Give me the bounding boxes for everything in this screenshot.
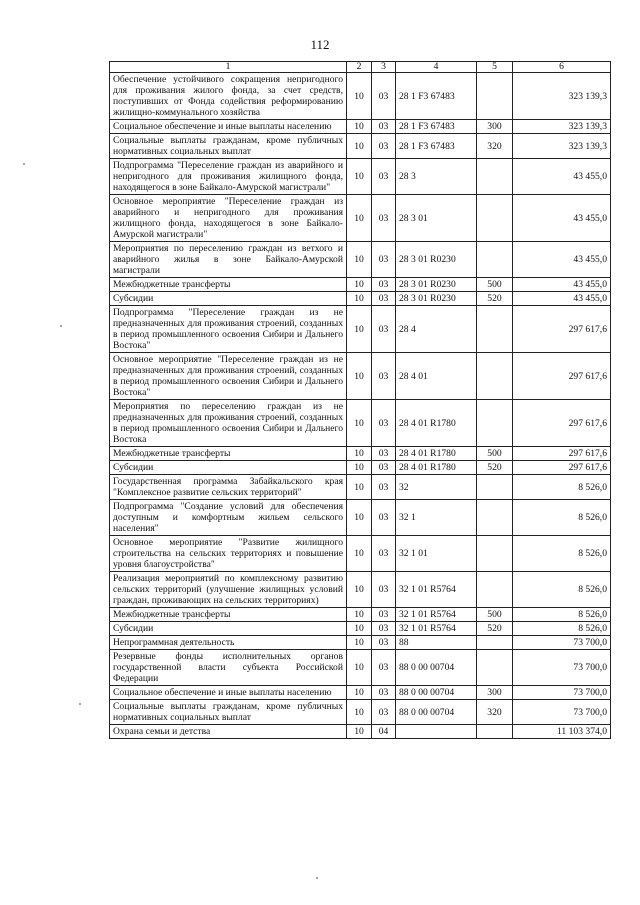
row-name-cell: Межбюджетные трансферты xyxy=(110,608,347,622)
row-target-article-cell: 28 3 01 R0230 xyxy=(396,278,477,292)
row-subsection-cell: 03 xyxy=(372,195,396,242)
table-header-row xyxy=(110,62,611,73)
row-subsection-cell: 03 xyxy=(372,292,396,306)
row-subsection-cell: 03 xyxy=(372,120,396,134)
row-target-article-cell: 28 1 F3 67483 xyxy=(396,73,477,120)
table-row xyxy=(110,120,611,134)
row-section-cell: 10 xyxy=(347,622,372,636)
row-amount-cell: 297 617,6 xyxy=(513,461,611,475)
row-subsection-cell: 03 xyxy=(372,447,396,461)
table-row xyxy=(110,278,611,292)
row-amount-cell: 8 526,0 xyxy=(513,536,611,572)
row-target-article-cell: 32 1 01 R5764 xyxy=(396,622,477,636)
row-target-article-cell: 28 1 F3 67483 xyxy=(396,120,477,134)
header-cell: 3 xyxy=(372,62,396,73)
row-target-article-cell: 28 4 01 R1780 xyxy=(396,447,477,461)
row-name-cell: Межбюджетные трансферты xyxy=(110,447,347,461)
row-subsection-cell: 03 xyxy=(372,650,396,686)
row-section-cell: 10 xyxy=(347,636,372,650)
row-name-cell: Основное мероприятие "Переселение граждан из не предназначенных для проживания строений, созданных в период промышленного освоения Сибири и Дальнего Востока" xyxy=(110,353,347,400)
table-row xyxy=(110,650,611,686)
row-section-cell: 10 xyxy=(347,572,372,608)
table-row xyxy=(110,159,611,195)
row-name-cell: Охрана семьи и детства xyxy=(110,725,347,739)
scan-speck xyxy=(316,877,318,879)
row-expense-type-cell: 500 xyxy=(477,278,513,292)
row-subsection-cell: 03 xyxy=(372,686,396,700)
row-amount-cell: 297 617,6 xyxy=(513,353,611,400)
row-name-cell: Непрограммная деятельность xyxy=(110,636,347,650)
row-name-cell: Социальные выплаты гражданам, кроме публичных нормативных социальных выплат xyxy=(110,134,347,159)
table-row xyxy=(110,447,611,461)
table-row xyxy=(110,353,611,400)
row-amount-cell: 8 526,0 xyxy=(513,500,611,536)
row-target-article-cell: 28 3 01 xyxy=(396,195,477,242)
row-name-cell: Основное мероприятие "Развитие жилищного строительства на сельских территориях и повышение уровня благоустройства" xyxy=(110,536,347,572)
row-section-cell: 10 xyxy=(347,725,372,739)
row-expense-type-cell: 500 xyxy=(477,608,513,622)
row-name-cell: Мероприятия по переселению граждан из не предназначенных для проживания строений, созданных в период промышленного освоения Сибири и Дальнего Востока xyxy=(110,400,347,447)
row-subsection-cell: 03 xyxy=(372,500,396,536)
row-expense-type-cell xyxy=(477,536,513,572)
row-subsection-cell: 03 xyxy=(372,400,396,447)
row-expense-type-cell xyxy=(477,159,513,195)
row-target-article-cell: 88 0 00 00704 xyxy=(396,686,477,700)
row-amount-cell: 297 617,6 xyxy=(513,447,611,461)
row-target-article-cell: 28 4 01 R1780 xyxy=(396,400,477,447)
row-expense-type-cell xyxy=(477,572,513,608)
row-subsection-cell: 03 xyxy=(372,636,396,650)
row-expense-type-cell xyxy=(477,475,513,500)
row-section-cell: 10 xyxy=(347,195,372,242)
row-subsection-cell: 03 xyxy=(372,572,396,608)
row-section-cell: 10 xyxy=(347,700,372,725)
row-target-article-cell: 32 1 xyxy=(396,500,477,536)
row-expense-type-cell xyxy=(477,353,513,400)
row-target-article-cell: 28 4 xyxy=(396,306,477,353)
row-section-cell: 10 xyxy=(347,447,372,461)
row-amount-cell: 8 526,0 xyxy=(513,475,611,500)
row-section-cell: 10 xyxy=(347,475,372,500)
row-target-article-cell xyxy=(396,725,477,739)
row-amount-cell: 73 700,0 xyxy=(513,700,611,725)
budget-table xyxy=(109,61,611,739)
table-row xyxy=(110,475,611,500)
row-expense-type-cell xyxy=(477,306,513,353)
row-subsection-cell: 03 xyxy=(372,306,396,353)
table-row xyxy=(110,700,611,725)
header-cell: 4 xyxy=(396,62,477,73)
row-section-cell: 10 xyxy=(347,306,372,353)
row-subsection-cell: 03 xyxy=(372,536,396,572)
row-name-cell: Подпрограмма "Переселение граждан из не предназначенных для проживания строений, созданных в период промышленного освоения Сибири и Дальнего Востока" xyxy=(110,306,347,353)
row-target-article-cell: 88 xyxy=(396,636,477,650)
row-subsection-cell: 03 xyxy=(372,134,396,159)
table-row xyxy=(110,292,611,306)
row-expense-type-cell: 300 xyxy=(477,120,513,134)
row-section-cell: 10 xyxy=(347,242,372,278)
row-subsection-cell: 03 xyxy=(372,353,396,400)
row-name-cell: Межбюджетные трансферты xyxy=(110,278,347,292)
row-target-article-cell: 28 4 01 R1780 xyxy=(396,461,477,475)
scan-speck xyxy=(23,163,25,165)
row-amount-cell: 8 526,0 xyxy=(513,608,611,622)
row-section-cell: 10 xyxy=(347,536,372,572)
row-target-article-cell: 32 xyxy=(396,475,477,500)
row-section-cell: 10 xyxy=(347,500,372,536)
page-number: 112 xyxy=(310,37,330,52)
row-target-article-cell: 28 1 F3 67483 xyxy=(396,134,477,159)
row-amount-cell: 43 455,0 xyxy=(513,292,611,306)
row-name-cell: Обеспечение устойчивого сокращения непригодного для проживания жилого фонда, за счет средств, поступивших от Фонда содействия реформированию жилищно-коммунального хозяйства xyxy=(110,73,347,120)
table-row xyxy=(110,400,611,447)
table-row xyxy=(110,242,611,278)
row-subsection-cell: 03 xyxy=(372,700,396,725)
row-subsection-cell: 03 xyxy=(372,159,396,195)
table-row xyxy=(110,608,611,622)
table-row xyxy=(110,686,611,700)
row-target-article-cell: 88 0 00 00704 xyxy=(396,700,477,725)
row-amount-cell: 43 455,0 xyxy=(513,195,611,242)
row-amount-cell: 323 139,3 xyxy=(513,134,611,159)
row-amount-cell: 73 700,0 xyxy=(513,636,611,650)
row-expense-type-cell xyxy=(477,242,513,278)
header-cell: 6 xyxy=(513,62,611,73)
row-name-cell: Подпрограмма "Переселение граждан из аварийного и непригодного для проживания жилищного фонда, находящегося в зоне Байкало-Амурской магистрали" xyxy=(110,159,347,195)
row-expense-type-cell xyxy=(477,725,513,739)
row-subsection-cell: 03 xyxy=(372,73,396,120)
header-cell: 1 xyxy=(110,62,347,73)
row-target-article-cell: 28 4 01 xyxy=(396,353,477,400)
row-name-cell: Субсидии xyxy=(110,622,347,636)
row-expense-type-cell xyxy=(477,73,513,120)
row-subsection-cell: 03 xyxy=(372,461,396,475)
row-amount-cell: 8 526,0 xyxy=(513,622,611,636)
row-section-cell: 10 xyxy=(347,73,372,120)
row-target-article-cell: 28 3 xyxy=(396,159,477,195)
table-row xyxy=(110,725,611,739)
row-amount-cell: 73 700,0 xyxy=(513,650,611,686)
row-name-cell: Мероприятия по переселению граждан из ветхого и аварийного жилья в зоне Байкало-Амурской магистрали xyxy=(110,242,347,278)
row-amount-cell: 73 700,0 xyxy=(513,686,611,700)
row-target-article-cell: 28 3 01 R0230 xyxy=(396,292,477,306)
table-row xyxy=(110,500,611,536)
table-row xyxy=(110,622,611,636)
row-subsection-cell: 04 xyxy=(372,725,396,739)
row-subsection-cell: 03 xyxy=(372,608,396,622)
table-row xyxy=(110,306,611,353)
row-subsection-cell: 03 xyxy=(372,622,396,636)
row-amount-cell: 8 526,0 xyxy=(513,572,611,608)
row-target-article-cell: 28 3 01 R0230 xyxy=(396,242,477,278)
row-section-cell: 10 xyxy=(347,159,372,195)
row-section-cell: 10 xyxy=(347,461,372,475)
row-section-cell: 10 xyxy=(347,292,372,306)
row-amount-cell: 297 617,6 xyxy=(513,400,611,447)
row-expense-type-cell xyxy=(477,650,513,686)
row-subsection-cell: 03 xyxy=(372,475,396,500)
table-row xyxy=(110,636,611,650)
row-name-cell: Социальные выплаты гражданам, кроме публичных нормативных социальных выплат xyxy=(110,700,347,725)
row-section-cell: 10 xyxy=(347,120,372,134)
row-section-cell: 10 xyxy=(347,134,372,159)
row-amount-cell: 43 455,0 xyxy=(513,159,611,195)
row-target-article-cell: 32 1 01 R5764 xyxy=(396,572,477,608)
row-amount-cell: 43 455,0 xyxy=(513,278,611,292)
row-expense-type-cell: 520 xyxy=(477,292,513,306)
row-subsection-cell: 03 xyxy=(372,242,396,278)
row-name-cell: Основное мероприятие "Переселение граждан из аварийного и непригодного для проживания жилищного фонда, находящегося в зоне Байкало-Амурской магистрали" xyxy=(110,195,347,242)
table-row xyxy=(110,536,611,572)
row-expense-type-cell: 520 xyxy=(477,622,513,636)
row-name-cell: Субсидии xyxy=(110,292,347,306)
row-name-cell: Субсидии xyxy=(110,461,347,475)
row-amount-cell: 297 617,6 xyxy=(513,306,611,353)
row-name-cell: Реализация мероприятий по комплексному развитию сельских территорий (улучшение жилищных условий граждан, проживающих на сельских территориях) xyxy=(110,572,347,608)
header-cell: 5 xyxy=(477,62,513,73)
row-name-cell: Подпрограмма "Создание условий для обеспечения доступным и комфортным жильем сельского населения" xyxy=(110,500,347,536)
table-row xyxy=(110,572,611,608)
row-amount-cell: 323 139,3 xyxy=(513,73,611,120)
row-target-article-cell: 32 1 01 xyxy=(396,536,477,572)
row-expense-type-cell: 520 xyxy=(477,461,513,475)
header-cell: 2 xyxy=(347,62,372,73)
row-amount-cell: 11 103 374,0 xyxy=(513,725,611,739)
row-section-cell: 10 xyxy=(347,353,372,400)
row-section-cell: 10 xyxy=(347,686,372,700)
table-row xyxy=(110,195,611,242)
row-expense-type-cell xyxy=(477,400,513,447)
table-row xyxy=(110,73,611,120)
table-row xyxy=(110,461,611,475)
row-section-cell: 10 xyxy=(347,278,372,292)
table-row xyxy=(110,134,611,159)
row-expense-type-cell: 500 xyxy=(477,447,513,461)
row-expense-type-cell: 320 xyxy=(477,134,513,159)
row-amount-cell: 43 455,0 xyxy=(513,242,611,278)
row-expense-type-cell: 300 xyxy=(477,686,513,700)
row-expense-type-cell xyxy=(477,500,513,536)
row-name-cell: Резервные фонды исполнительных органов государственной власти субъекта Российской Федерации xyxy=(110,650,347,686)
row-target-article-cell: 88 0 00 00704 xyxy=(396,650,477,686)
row-name-cell: Социальное обеспечение и иные выплаты населению xyxy=(110,686,347,700)
row-section-cell: 10 xyxy=(347,608,372,622)
row-section-cell: 10 xyxy=(347,400,372,447)
row-subsection-cell: 03 xyxy=(372,278,396,292)
row-target-article-cell: 32 1 01 R5764 xyxy=(396,608,477,622)
scan-speck xyxy=(79,703,81,705)
row-name-cell: Социальное обеспечение и иные выплаты населению xyxy=(110,120,347,134)
row-amount-cell: 323 139,3 xyxy=(513,120,611,134)
row-expense-type-cell xyxy=(477,636,513,650)
row-expense-type-cell xyxy=(477,195,513,242)
scan-speck xyxy=(60,325,62,327)
row-expense-type-cell: 320 xyxy=(477,700,513,725)
row-section-cell: 10 xyxy=(347,650,372,686)
row-name-cell: Государственная программа Забайкальского края "Комплексное развитие сельских территорий" xyxy=(110,475,347,500)
